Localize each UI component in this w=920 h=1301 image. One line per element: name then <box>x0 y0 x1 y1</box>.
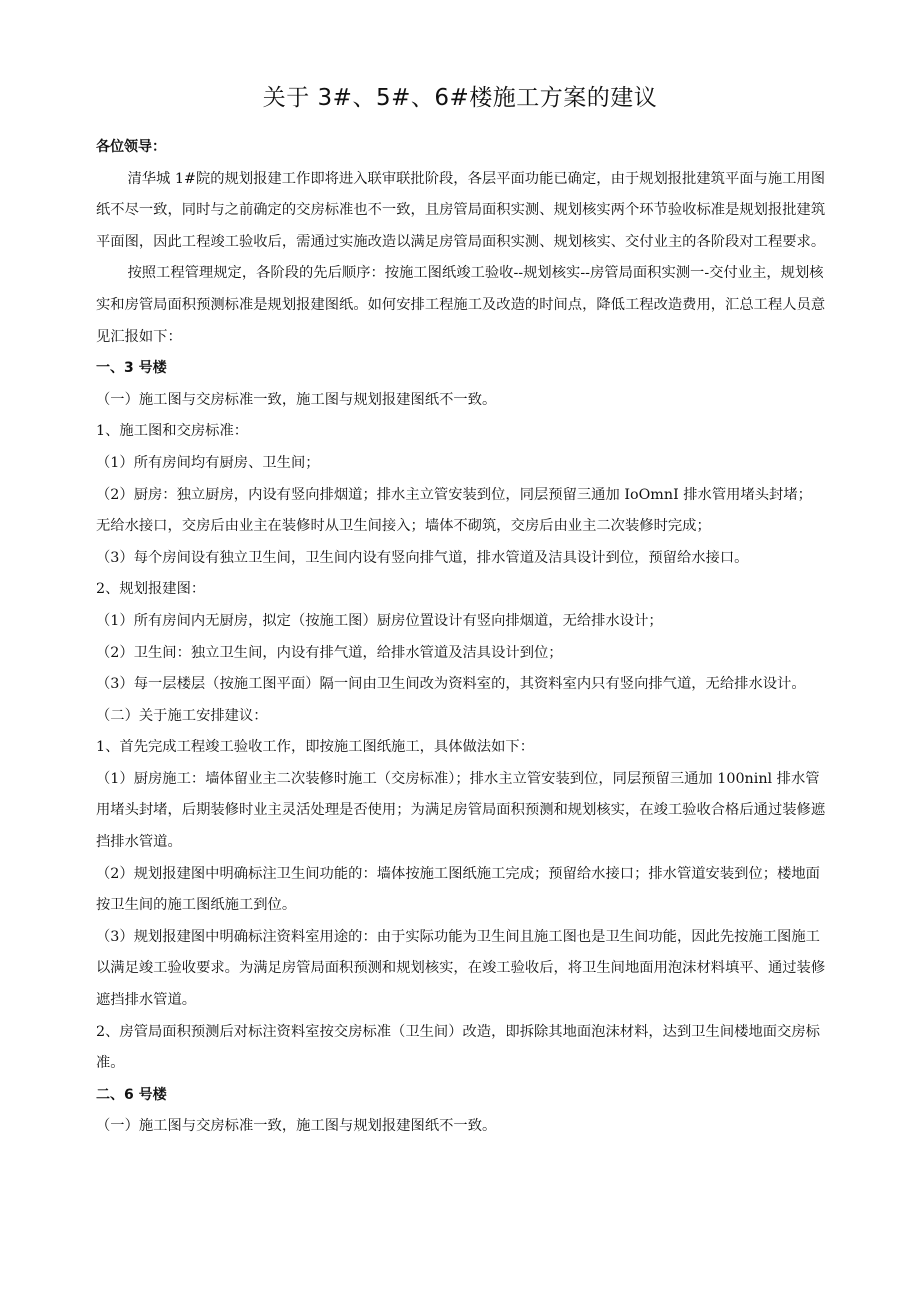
subsection-1-2: （二）关于施工安排建议： <box>96 707 268 724</box>
suggestion-2: 2、房管局面积预测后对标注资料室按交房标准（卫生间）改造，即拆除其地面泡沫材料，达到卫生间楼地面交房标准。 <box>96 1023 820 1072</box>
list-item: （1）厨房施工：墙体留业主二次装修时施工（交房标准）；排水主立管安装到位，同层预留三通加 100ninl 排水管用堵头封堵，后期装修时业主灵活处理是否使用；为满足房管局面积预测和规划核实，在竣工验收合格后通过装修遮挡排水管道。 <box>96 770 826 851</box>
list-item: （2）卫生间：独立卫生间，内设有排气道，给排水管道及洁具设计到位； <box>96 644 563 661</box>
list-item: （1）所有房间均有厨房、卫生间； <box>96 454 320 471</box>
list-item: （3）每一层楼层（按施工图平面）隔一间由卫生间改为资料室的，其资料室内只有竖向排气道，无给排水设计。 <box>96 676 806 693</box>
subsection-1-1: （一）施工图与交房标准一致，施工图与规划报建图纸不一致。 <box>96 391 497 408</box>
list-item: （3）每个房间设有独立卫生间，卫生间内设有竖向排气道，排水管道及洁具设计到位，预留给水接口。 <box>96 549 749 566</box>
paragraph-intro: 清华城 1#院的规划报建工作即将进入联审联批阶段，各层平面功能已确定，由于规划报批建筑平面与施工用图纸不尽一致，同时与之前确定的交房标准也不一致，且房管局面积实测、规划核实两个环节验收标准是规划报批建筑平面图，因此工程竣工验收后，需通过实施改造以满足房管局面积实测、规划核实、交付业主的各阶段对工程要求。 <box>96 170 826 250</box>
list-item: （2）厨房：独立厨房，内设有竖向排烟道；排水主立管安装到位，同层预留三通加 IoOmnI 排水管用堵头封堵；无给水接口，交房后由业主在装修时从卫生间接入；墙体不砌筑，交房后由业主二次装修时完成； <box>96 486 812 535</box>
suggestion-1: 1、首先完成工程竣工验收工作，即按施工图纸施工，具体做法如下： <box>96 739 534 756</box>
paragraph-sequence: 按照工程管理规定，各阶段的先后顺序：按施工图纸竣工验收--规划核实--房管局面积实测一-交付业主，规划核实和房管局面积预测标准是规划报建图纸。如何安排工程施工及改造的时间点，降低工程改造费用，汇总工程人员意见汇报如下： <box>96 265 826 345</box>
list-item: （3）规划报建图中明确标注资料室用途的：由于实际功能为卫生间且施工图也是卫生间功能，因此先按施工图施工以满足竣工验收要求。为满足房管局面积预测和规划核实，在竣工验收后，将卫生间地面用泡沫材料填平、通过装修遮挡排水管道。 <box>96 928 826 1009</box>
list-item: （2）规划报建图中明确标注卫生间功能的：墙体按施工图纸施工完成；预留给水接口；排水管道安装到位；楼地面按卫生间的施工图纸施工到位。 <box>96 865 820 914</box>
subheading-planning-drawing: 2、规划报建图： <box>96 581 206 598</box>
subsection-2-1: （一）施工图与交房标准一致，施工图与规划报建图纸不一致。 <box>96 1118 497 1135</box>
salutation: 各位领导： <box>96 139 166 155</box>
document-title: 关于 3#、5#、6#楼施工方案的建议 <box>262 85 658 111</box>
list-item: （1）所有房间内无厨房，拟定（按施工图）厨房位置设计有竖向排烟道，无给排水设计； <box>96 612 663 629</box>
section-heading-building-6: 二、6 号楼 <box>96 1086 167 1103</box>
subheading-construction-standard: 1、施工图和交房标准： <box>96 423 249 440</box>
section-heading-building-3: 一、3 号楼 <box>96 360 167 377</box>
document-body <box>96 132 826 1143</box>
